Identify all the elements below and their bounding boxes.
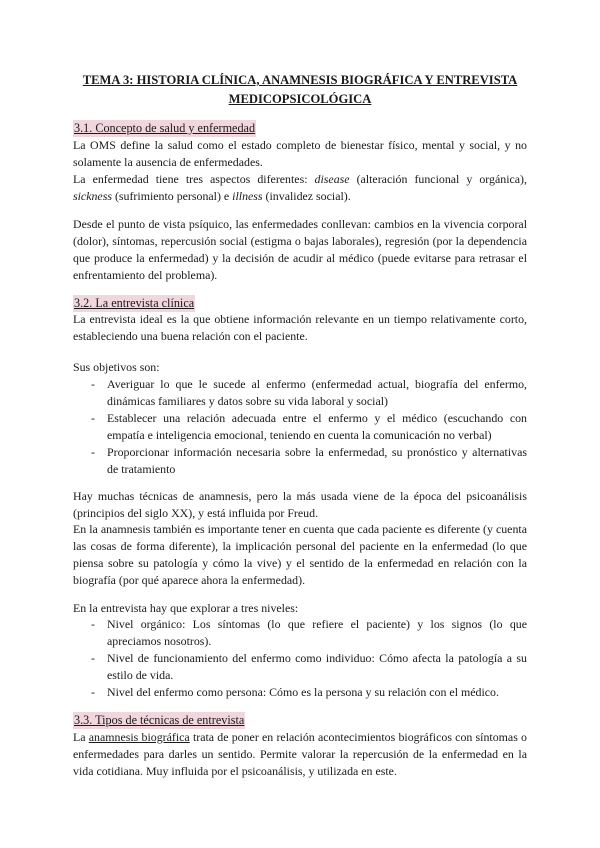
section-heading-3-3: 3.3. Tipos de técnicas de entrevista	[74, 713, 245, 727]
objectives-list	[91, 376, 527, 478]
term-illness: illness	[232, 189, 263, 203]
paragraph-psychic-view: Desde el punto de vista psíquico, las enfermedades conllevan: cambios en la vivencia corporal (dolor), síntomas, repercusión social (estigma o bajas laborales), regresión (por la dependencia que produce la enfermedad) y la decisión de acudir al médico (puede evitarse para retrasar el enfrentamiento del problema).	[73, 217, 527, 282]
paragraph-levels-intro: En la entrevista hay que explorar a tres niveles:	[73, 601, 299, 615]
term-disease: disease	[314, 172, 350, 186]
list-item: - Averiguar lo que le sucede al enfermo (enfermedad actual, biografía del enfermo, dinámicas familiares y datos sobre su vida laboral y social)	[91, 377, 527, 408]
list-item: - Proporcionar información necesaria sobre la enfermedad, su pronóstico y alternativas de tratamiento	[91, 445, 527, 476]
list-item: - Nivel orgánico: Los síntomas (lo que refiere el paciente) y los signos (lo que apreciamos nosotros).	[91, 617, 527, 648]
term-anamnesis-biografica: anamnesis biográfica	[88, 730, 190, 744]
paragraph-objectives-intro: Sus objetivos son:	[73, 360, 160, 374]
list-item: - Nivel de funcionamiento del enfermo como individuo: Cómo afecta la patología a su estilo de vida.	[91, 651, 527, 682]
list-item: - Nivel del enfermo como persona: Cómo es la persona y su relación con el médico.	[91, 685, 499, 699]
title-line-2: MEDICOPSICOLÓGICA	[228, 92, 372, 106]
levels-list	[91, 616, 527, 701]
section-heading-3-2: 3.2. La entrevista clínica	[74, 296, 195, 310]
document-title	[73, 71, 527, 109]
paragraph-ideal-interview: La entrevista ideal es la que obtiene información relevante en un tiempo relativamente corto, estableciendo una buena relación con el paciente.	[73, 312, 527, 343]
title-line-1: TEMA 3: HISTORIA CLÍNICA, ANAMNESIS BIOGRÁFICA Y ENTREVISTA	[82, 73, 518, 87]
paragraph-anamnesis-considerations: En la anamnesis también es importante tener en cuenta que cada paciente es diferente (y cuenta las cosas de forma diferente), la implicación personal del paciente en la enfermedad (lo que piensa sobre su patología y cómo la vive) y el sentido de la enfermedad en relación con la biografía (por qué aparece ahora la enfermedad).	[73, 522, 527, 587]
section-heading-3-1: 3.1. Concepto de salud y enfermedad	[74, 121, 256, 135]
paragraph-anamnesis-techniques: Hay muchas técnicas de anamnesis, pero la más usada viene de la época del psicoanálisis (principios del siglo XX), y está influida por Freud.	[73, 489, 527, 520]
term-sickness: sickness	[73, 189, 112, 203]
list-item: - Establecer una relación adecuada entre el enfermo y el médico (escuchando con empatía e inteligencia emocional, teniendo en cuenta la comunicación no verbal)	[91, 411, 527, 442]
paragraph-biographic-anamnesis: La anamnesis biográfica trata de poner en relación acontecimientos biográficos con síntomas o enfermedades para darles un sentido. Permite valorar la repercusión de la enfermedad en la vida cotidiana. Muy influida por el psicoanálisis, y utilizada en este.	[73, 730, 527, 778]
paragraph-three-aspects: La enfermedad tiene tres aspectos diferentes: disease (alteración funcional y orgánica), sickness (sufrimiento personal) e illness (invalidez social).	[73, 172, 527, 203]
paragraph-oms-definition: La OMS define la salud como el estado completo de bienestar físico, mental y social, y no solamente la ausencia de enfermedades.	[73, 138, 527, 169]
